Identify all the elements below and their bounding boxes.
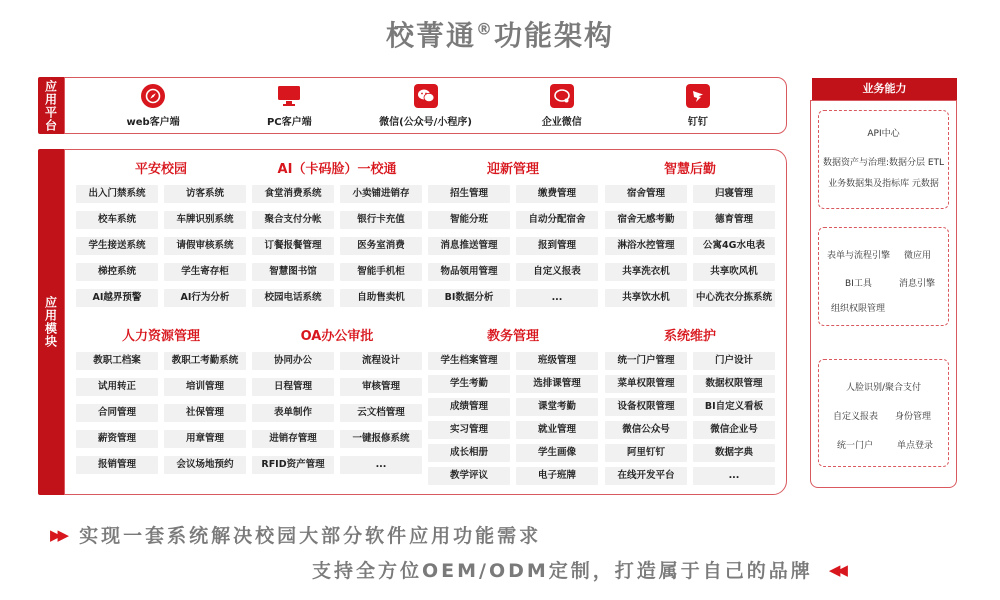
capability-box-engines [818, 227, 949, 326]
module-item[interactable]: 进销存管理 [252, 430, 334, 448]
module-item[interactable]: 车牌识别系统 [164, 211, 246, 229]
module-item[interactable]: 成长相册 [428, 444, 510, 462]
module-item[interactable]: 消息推送管理 [428, 237, 510, 255]
capability-item: API中心 [867, 129, 900, 139]
module-item[interactable]: 流程设计 [340, 352, 422, 370]
platform-item-web[interactable] [85, 84, 221, 128]
module-item[interactable]: 用章管理 [164, 430, 246, 448]
module-item[interactable]: ... [516, 289, 598, 307]
module-item[interactable]: 表单制作 [252, 404, 334, 422]
module-item[interactable]: 校园电话系统 [252, 289, 334, 307]
capability-item: 消息引擎 [899, 279, 936, 289]
module-item[interactable]: 聚合支付分帐 [252, 211, 334, 229]
module-item[interactable]: 自定义报表 [516, 263, 598, 281]
module-item[interactable]: 订餐报餐管理 [252, 237, 334, 255]
platform-item-label: 微信(公众号/小程序) [379, 116, 472, 128]
module-item[interactable]: 一键报修系统 [340, 430, 422, 448]
platform-item-label: web客户端 [126, 116, 180, 128]
module-item[interactable]: 银行卡充值 [340, 211, 422, 229]
module-item[interactable]: 自动分配宿舍 [516, 211, 598, 229]
title-suffix: 功能架构 [494, 19, 615, 52]
platform-panel [64, 77, 787, 134]
module-item[interactable]: 协同办公 [252, 352, 334, 370]
module-item[interactable]: 培训管理 [164, 378, 246, 396]
module-item[interactable]: 医务室消费 [340, 237, 422, 255]
module-item[interactable]: 门户设计 [693, 352, 775, 370]
module-item[interactable]: 学生寄存柜 [164, 263, 246, 281]
module-item[interactable]: 梯控系统 [76, 263, 158, 281]
capabilities-header: 业务能力 [812, 78, 957, 100]
capability-item: BI工具 [845, 279, 872, 289]
module-item[interactable]: 薪资管理 [76, 430, 158, 448]
module-item[interactable]: 日程管理 [252, 378, 334, 396]
module-item[interactable]: 共享洗衣机 [605, 263, 687, 281]
slogan-text: 实现一套系统解决校园大部分软件应用功能需求 [79, 525, 542, 547]
dingtalk-icon [686, 84, 710, 108]
slogan-text: 支持全方位OEM/ODM定制，打造属于自己的品牌 [312, 560, 813, 582]
module-item[interactable]: 阿里钉钉 [605, 444, 687, 462]
module-item[interactable]: 审核管理 [340, 378, 422, 396]
module-item[interactable]: 学生考勤 [428, 375, 510, 393]
module-item[interactable]: BI自定义看板 [693, 398, 775, 416]
module-group-title: 平安校园 [134, 162, 187, 177]
title-brand: 校菁通 [385, 19, 476, 52]
capability-item: 自定义报表 [833, 412, 879, 422]
module-group-title: 智慧后勤 [663, 162, 716, 177]
capability-item: 统一门户 [837, 441, 874, 451]
module-item[interactable]: 社保管理 [164, 404, 246, 422]
module-item[interactable]: 设备权限管理 [605, 398, 687, 416]
module-item[interactable]: 德育管理 [693, 211, 775, 229]
module-item[interactable]: ... [693, 467, 775, 485]
module-group-title: AI（卡码脸）一校通 [277, 162, 397, 177]
module-item[interactable]: ... [340, 456, 422, 474]
capability-item: 组织权限管理 [831, 304, 886, 314]
capability-box-identity [818, 359, 949, 467]
slogan-line-2 [312, 556, 844, 583]
module-item[interactable]: 数据权限管理 [693, 375, 775, 393]
platform-item-label: PC客户端 [266, 116, 312, 128]
module-item[interactable]: 自助售卖机 [340, 289, 422, 307]
module-group-title: 系统维护 [663, 329, 716, 344]
module-item[interactable]: 智能分班 [428, 211, 510, 229]
module-group-title: OA办公审批 [300, 329, 374, 344]
capability-item: 单点登录 [897, 441, 934, 451]
registered-mark: ® [476, 19, 494, 39]
platform-item-wechat[interactable] [357, 84, 493, 128]
module-group-system [605, 327, 775, 485]
module-item[interactable]: 就业管理 [516, 421, 598, 439]
module-group-hr [76, 327, 246, 474]
module-item[interactable]: 招生管理 [428, 185, 510, 203]
module-item[interactable]: 云文档管理 [340, 404, 422, 422]
module-item[interactable]: 数据字典 [693, 444, 775, 462]
double-arrow-right-icon: ▶▶ [50, 525, 66, 544]
module-item[interactable]: 食堂消费系统 [252, 185, 334, 203]
module-item[interactable]: 微信企业号 [693, 421, 775, 439]
module-item[interactable]: 教职工档案 [76, 352, 158, 370]
platform-item-label: 企业微信 [541, 116, 582, 128]
module-item[interactable]: 共享吹风机 [693, 263, 775, 281]
module-item[interactable]: 微信公众号 [605, 421, 687, 439]
module-group-academic [428, 327, 598, 485]
module-group-safe-campus [76, 160, 246, 307]
compass-icon [141, 84, 165, 108]
module-group-title: 迎新管理 [486, 162, 539, 177]
module-item[interactable]: 成绩管理 [428, 398, 510, 416]
wecom-icon [550, 84, 574, 108]
module-item[interactable]: 学生画像 [516, 444, 598, 462]
capability-item: 身份管理 [895, 412, 932, 422]
module-item[interactable]: 宿舍管理 [605, 185, 687, 203]
module-item[interactable]: 智慧图书馆 [252, 263, 334, 281]
capability-item: 微应用 [904, 251, 932, 261]
capability-item: 业务数据集及指标库 元数据 [828, 179, 939, 189]
module-item[interactable]: 归寝管理 [693, 185, 775, 203]
platform-item-dingtalk[interactable] [630, 84, 766, 128]
module-item[interactable]: 选排课管理 [516, 375, 598, 393]
module-item[interactable]: 校车系统 [76, 211, 158, 229]
module-item[interactable]: 缴费管理 [516, 185, 598, 203]
double-arrow-left-icon: ◀◀ [828, 560, 844, 579]
module-item[interactable]: 请假审核系统 [164, 237, 246, 255]
module-item[interactable]: BI数据分析 [428, 289, 510, 307]
wechat-icon [414, 84, 438, 108]
module-item[interactable]: 教职工考勤系统 [164, 352, 246, 370]
module-item[interactable]: RFID资产管理 [252, 456, 334, 474]
platform-item-pc[interactable] [221, 84, 357, 128]
module-group-enrollment [428, 160, 598, 307]
slogan-line-1 [50, 521, 541, 548]
module-item[interactable]: 教学评议 [428, 467, 510, 485]
module-item[interactable]: 合同管理 [76, 404, 158, 422]
module-item[interactable]: 试用转正 [76, 378, 158, 396]
module-item[interactable]: 中心洗衣分拣系统 [693, 289, 775, 307]
monitor-icon [277, 84, 301, 108]
platform-item-wecom[interactable] [494, 84, 630, 128]
module-item[interactable]: 访客系统 [164, 185, 246, 203]
module-item[interactable]: AI行为分析 [164, 289, 246, 307]
module-group-title: 教务管理 [486, 329, 539, 344]
modules-label: 应用模块 [38, 149, 64, 495]
module-item[interactable]: 智能手机柜 [340, 263, 422, 281]
module-item[interactable]: 电子班牌 [516, 467, 598, 485]
module-group-logistics [605, 160, 775, 307]
module-item[interactable]: 出入门禁系统 [76, 185, 158, 203]
module-item[interactable]: 学生档案管理 [428, 352, 510, 370]
module-item[interactable]: 报到管理 [516, 237, 598, 255]
module-item[interactable]: 物品领用管理 [428, 263, 510, 281]
capability-box-data [818, 110, 949, 209]
module-item[interactable]: 实习管理 [428, 421, 510, 439]
module-item[interactable]: 在线开发平台 [605, 467, 687, 485]
module-item[interactable]: 班级管理 [516, 352, 598, 370]
page-title [0, 14, 1000, 54]
module-item[interactable]: 共享饮水机 [605, 289, 687, 307]
module-item[interactable]: 报销管理 [76, 456, 158, 474]
module-item[interactable]: 公寓4G水电表 [693, 237, 775, 255]
module-item[interactable]: 会议场地预约 [164, 456, 246, 474]
module-item[interactable]: 统一门户管理 [605, 352, 687, 370]
capability-item: 表单与流程引擎 [827, 251, 891, 261]
module-item[interactable]: 小卖铺进销存 [340, 185, 422, 203]
module-item[interactable]: 宿舍无感考勤 [605, 211, 687, 229]
platform-item-label: 钉钉 [687, 116, 708, 128]
module-group-campus-card [252, 160, 422, 307]
platform-label: 应用平台 [38, 77, 64, 134]
capability-item: 数据资产与治理:数据分层 ETL [822, 158, 945, 168]
module-item[interactable]: 学生接送系统 [76, 237, 158, 255]
module-group-oa [252, 327, 422, 474]
module-item[interactable]: 淋浴水控管理 [605, 237, 687, 255]
module-group-title: 人力资源管理 [121, 329, 200, 344]
module-item[interactable]: AI越界预警 [76, 289, 158, 307]
module-item[interactable]: 菜单权限管理 [605, 375, 687, 393]
module-item[interactable]: 课堂考勤 [516, 398, 598, 416]
capability-item: 人脸识别/聚合支付 [845, 383, 922, 393]
